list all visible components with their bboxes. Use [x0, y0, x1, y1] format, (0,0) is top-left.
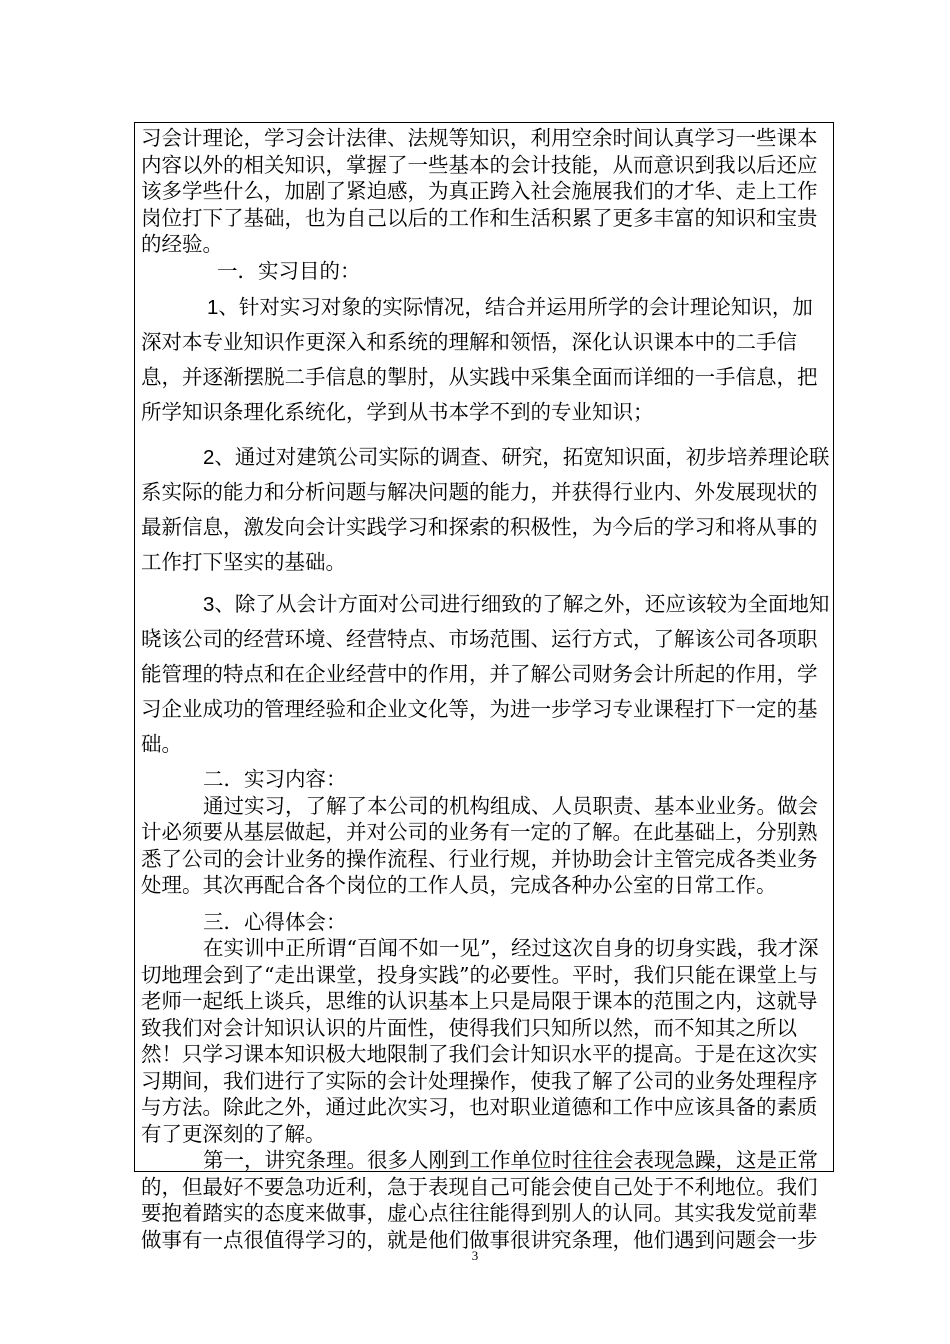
section3-paragraph-1: 在实训中正所谓“百闻不如一见”，经过这次自身的切身实践，我才深切地理会到了“走出课堂，投身实践”的必要性。平时，我们只能在课堂上与老师一起纸上谈兵，思维的认识基本上只是局限于课本的范围之内，这就导致我们对会计知识认识的片面性，使得我们只知所以然，而不知其之所以然！只学习课本知识极大地限制了我们会计知识水平的提高。于是在这次实习期间，我们进行了实际的会计处理操作，使我了解了公司的业务处理程序与方法。除此之外，通过此次实习，也对职业道德和工作中应该具备的素质有了更深刻的了解。 [141, 936, 819, 1146]
item1-number: 1 [207, 296, 219, 319]
section3-heading: 三．心得体会： [203, 909, 347, 934]
section1-item3-paragraph [141, 587, 831, 762]
section2-paragraph: 通过实习，了解了本公司的机构组成、人员职责、基本业业务。做会计必须要从基层做起，并对公司的业务有一定的了解。在此基础上，分别熟悉了公司的会计业务的操作流程、行业行规，并协助会计主管完成各类业务处理。其次再配合各个岗位的工作人员，完成各种办公室的日常工作。 [141, 793, 818, 897]
section3-paragraph-2: 第一，讲究条理。很多人刚到工作单位时往往会表现急躁，这是正常的，但最好不要急功近利，急于表现自己可能会使自己处于不利地位。我们要抱着踏实的态度来做事，虚心点往往能得到别人的认同。其实我发觉前辈做事有一点很值得学习的，就是他们做事很讲究条理，他们遇到问题会一步 [141, 1148, 818, 1252]
section1-heading: 一．实习目的： [217, 258, 361, 283]
item3-text: 、除了从会计方面对公司进行细致的了解之外，还应该较为全面地知晓该公司的经营环境、经营特点、市场范围、运行方式，了解该公司各项职能管理的特点和在企业经营中的作用，并了解公司财务会计所起的作用，学习企业成功的管理经验和企业文化等，为进一步学习专业课程打下一定的基础。 [141, 592, 830, 756]
document-body [141, 125, 831, 1253]
intro-continuation-paragraph: 习会计理论，学习会计法律、法规等知识，利用空余时间认真学习一些课本内容以外的相关知识，掌握了一些基本的会计技能，从而意识到我以后还应该多学些什么，加剧了紧迫感，为真正跨入社会施展我们的才华、走上工作岗位打下了基础，也为自己以后的工作和生活积累了更多丰富的知识和宝贵的经验。 [141, 126, 818, 256]
item1-text: 、针对实习对象的实际情况，结合并运用所学的会计理论知识，加深对本专业知识作更深入和系统的理解和领悟，深化认识课本中的二手信息，并逐渐摆脱二手信息的掣肘，从实践中采集全面而详细的一手信息，把所学知识条理化系统化，学到从书本学不到的专业知识； [141, 295, 818, 424]
section1-item1-paragraph [141, 290, 831, 430]
section1-item2-paragraph [141, 440, 831, 580]
item3-number: 3 [203, 593, 215, 616]
section2-heading: 二．实习内容： [203, 767, 347, 791]
item2-text: 、通过对建筑公司实际的调查、研究，拓宽知识面，初步培养理论联系实际的能力和分析问题与解决问题的能力，并获得行业内、外发展现状的最新信息，激发向会计实践学习和探索的积极性，为今后的学习和将从事的工作打下坚实的基础。 [141, 445, 830, 574]
item2-number: 2 [203, 446, 215, 469]
page-number: 3 [471, 1248, 479, 1263]
